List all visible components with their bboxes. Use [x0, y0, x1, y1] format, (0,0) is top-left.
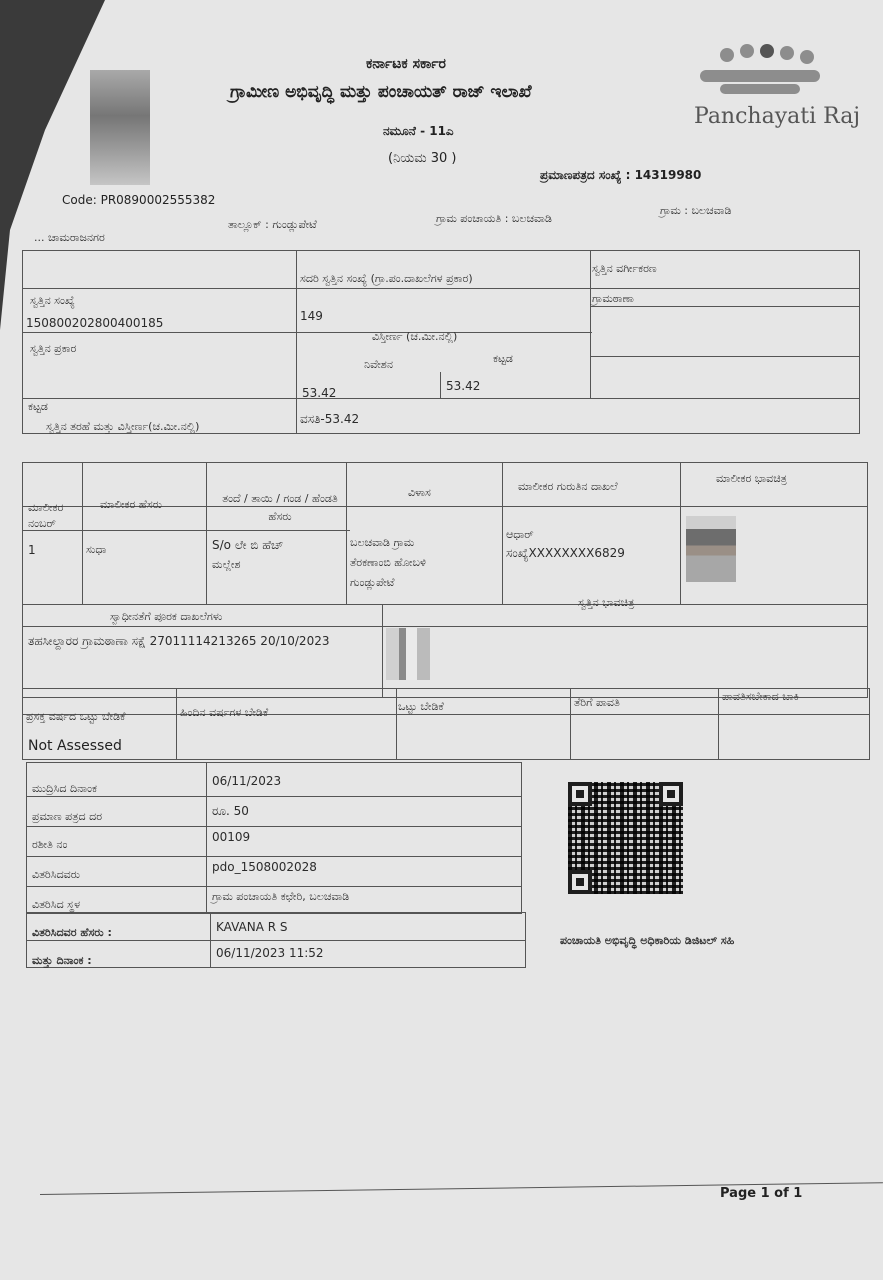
property-no-label: ಸ್ವತ್ತಿನ ಸಂಖ್ಯೆ: [30, 294, 75, 307]
building-label: ಕಟ್ಟಡ: [493, 352, 513, 365]
classification-value: ಗ್ರಾಮಠಾಣಾ: [592, 292, 634, 305]
property-photo-label: ಸ್ವತ್ತಿನ ಭಾವಚಿತ್ರ: [578, 596, 635, 609]
site-area-value: 53.42: [302, 386, 337, 400]
usage-value: ವಸತಿ-53.42: [300, 412, 360, 426]
owner-relation-2: ಮಲ್ಲೇಶ: [212, 558, 241, 571]
tax-col-balance: ಪಾವತಿಸಬೇಕಾದ ಬಾಕಿ: [722, 690, 799, 703]
owner-address-2: ತೆರಕಣಾಂಬಿ ಹೋಬಳಿ: [350, 556, 426, 569]
owner-relation-1: S/o ಲೇ ಬಿ ಹೆಚ್: [212, 538, 284, 552]
possession-docs-value: ತಹಸೀಲ್ದಾರರ ಗ್ರಾಮಠಾಣಾ ಸಕ್ಷೆ 27011114213265 20/10/2023: [28, 634, 330, 648]
tax-col-current: ಪ್ರಸಕ್ತ ವರ್ಷದ ಒಟ್ಟು ಬೇಡಿಕೆ: [26, 710, 126, 723]
col-owner-no: ಮಾಲೀಕರ ನಂಬರ್: [28, 501, 64, 530]
code-number: Code: PR0890002555382: [62, 193, 216, 207]
tax-col-previous: ಹಿಂದಿನ ವರ್ಷಗಳ ಬೇಡಿಕೆ: [180, 706, 269, 719]
col-relation: ತಂದೆ / ತಾಯಿ / ಗಂಡ / ಹೆಂಡತಿ ಹೆಸರು: [222, 492, 338, 523]
receipt-value: 00109: [212, 830, 251, 844]
taluk: ತಾಲ್ಲೂಕ್ : ಗುಂಡ್ಲುಪೇಟೆ: [228, 218, 317, 231]
classification-label: ಸ್ವತ್ತಿನ ವರ್ಗೀಕರಣ: [592, 262, 657, 275]
col-address: ವಿಳಾಸ: [408, 486, 431, 499]
fee-label: ಪ್ರಮಾಣ ಪತ್ರದ ದರ: [32, 810, 103, 823]
form-number: ನಮೂನೆ - 11ಎ: [383, 124, 454, 138]
place-label: ವಿತರಿಸಿದ ಸ್ಥಳ: [32, 898, 81, 911]
fee-value: ರೂ. 50: [212, 804, 249, 818]
receipt-label: ರಶೀತಿ ನಂ: [32, 838, 68, 851]
tax-col-paid: ತೆರಿಗೆ ಪಾವತಿ: [574, 696, 620, 709]
owner-name: ಸುಧಾ: [86, 543, 107, 556]
qr-code-icon: [568, 782, 683, 894]
property-no-value: 150800202800400185: [26, 316, 164, 330]
issuer-name-label: ವಿತರಿಸಿದವರ ಹೆಸರು :: [32, 926, 112, 939]
place-value: ಗ್ರಾಮ ಪಂಚಾಯತಿ ಕಛೇರಿ, ಬಲಚವಾಡಿ: [212, 890, 350, 903]
printed-date-value: 06/11/2023: [212, 774, 282, 788]
building-area-value: 53.42: [446, 379, 481, 393]
usage-label: ಸ್ವತ್ತಿನ ತರಹೆ ಮತ್ತು ವಿಸ್ತೀರ್ಣ(ಚ.ಮೀ.ನಲ್ಲಿ): [46, 420, 200, 433]
village: ಗ್ರಾಮ : ಬಲಚವಾಡಿ: [660, 204, 732, 217]
district: ... ಚಾಮರಾಜನಗರ: [34, 231, 105, 244]
owner-address-1: ಬಲಚವಾಡಿ ಗ್ರಾಮ: [350, 536, 415, 549]
issuer-name-value: KAVANA R S: [216, 920, 288, 934]
katta-label: ಕಟ್ಟಡ: [28, 400, 48, 413]
owner-id-number: ಸಂಖ್ಯೆXXXXXXXX6829: [506, 546, 625, 560]
tax-status: Not Assessed: [28, 738, 122, 754]
owner-photo: [686, 516, 736, 582]
property-type-label: ಸ್ವತ್ತಿನ ಪ್ರಕಾರ: [30, 342, 77, 355]
stapled-photo: [90, 70, 150, 185]
area-label: ವಿಸ್ತೀರ್ಣ (ಚ.ಮೀ.ನಲ್ಲಿ): [372, 330, 458, 343]
datetime-label: ಮತ್ತು ದಿನಾಂಕ :: [32, 954, 92, 967]
property-photo: [386, 628, 430, 680]
dept-title: ಗ್ರಾಮೀಣ ಅಭಿವೃದ್ಧಿ ಮತ್ತು ಪಂಚಾಯತ್ ರಾಜ್ ಇಲಾಖೆ: [230, 82, 532, 102]
col-id-doc: ಮಾಲೀಕರ ಗುರುತಿನ ದಾಖಲೆ: [518, 480, 618, 493]
col-owner-name: ಮಾಲೀಕರ ಹೆಸರು: [100, 498, 163, 511]
digital-signature-label: ಪಂಚಾಯತಿ ಅಭಿವೃದ್ಧಿ ಅಧಿಕಾರಿಯ ಡಿಜಿಟಲ್ ಸಹಿ: [560, 934, 735, 947]
rule-number: (ನಿಯಮ 30 ): [388, 151, 457, 166]
owner-id-type: ಆಧಾರ್: [506, 528, 534, 541]
survey-no-label: ಸದರಿ ಸ್ವತ್ತಿನ ಸಂಖ್ಯೆ (ಗ್ರಾ.ಪಂ.ದಾಖಲೆಗಳ ಪ್ರಕಾರ): [300, 272, 473, 285]
datetime-value: 06/11/2023 11:52: [216, 946, 324, 960]
printed-date-label: ಮುದ್ರಿಸಿದ ದಿನಾಂಕ: [32, 782, 97, 795]
tax-col-total: ಒಟ್ಟು ಬೇಡಿಕೆ: [398, 700, 444, 713]
govt-title: ಕರ್ನಾಟಕ ಸರ್ಕಾರ: [366, 56, 446, 72]
possession-docs-label: ಸ್ವಾಧೀನತೆಗೆ ಪೂರಕ ದಾಖಲೆಗಳು: [110, 610, 223, 623]
site-label: ನಿವೇಶನ: [364, 358, 393, 371]
certificate-number: ಪ್ರಮಾಣಪತ್ರದ ಸಂಖ್ಯೆ : 14319980: [540, 168, 702, 182]
issuer-label: ವಿತರಿಸಿದವರು: [32, 868, 81, 881]
survey-no-value: 149: [300, 309, 323, 323]
owner-no: 1: [28, 543, 36, 557]
logo-text: Panchayati Raj: [694, 104, 861, 129]
issuer-value: pdo_1508002028: [212, 860, 317, 874]
owner-address-3: ಗುಂಡ್ಲುಪೇಟೆ: [350, 576, 395, 589]
col-owner-photo: ಮಾಲೀಕರ ಭಾವಚಿತ್ರ: [716, 472, 787, 485]
page-number: Page 1 of 1: [720, 1186, 803, 1201]
gram-panchayat: ಗ್ರಾಮ ಪಂಚಾಯತಿ : ಬಲಚವಾಡಿ: [436, 212, 552, 225]
